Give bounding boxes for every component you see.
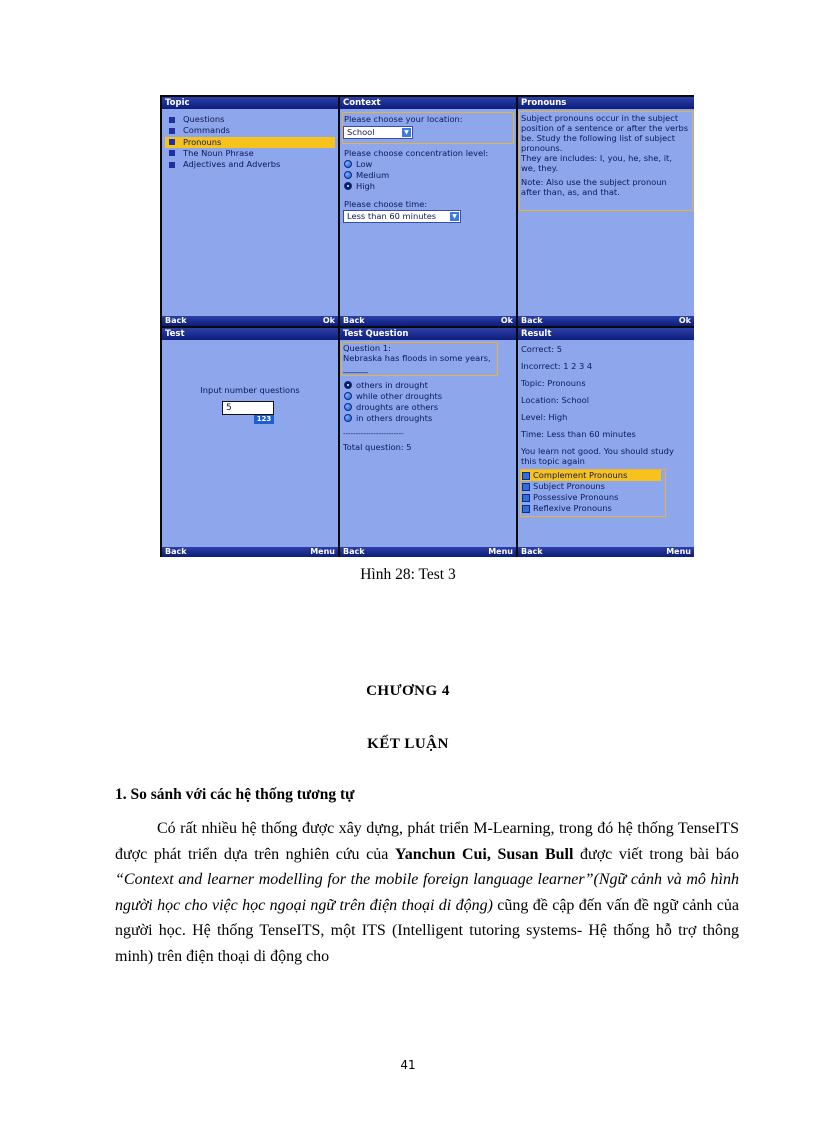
back-softkey[interactable]: Back (165, 316, 187, 325)
back-softkey[interactable]: Back (521, 316, 543, 325)
lesson-line: position of a sentence or after the verbs (521, 123, 689, 133)
answer-option[interactable]: others in drought (344, 380, 428, 390)
lesson-line: pronouns. (521, 143, 563, 153)
bullet-icon (169, 150, 175, 156)
lesson-line: Subject pronouns occur in the subject (521, 113, 679, 123)
body-paragraph: Có rất nhiều hệ thống được xây dựng, phát triển M-Learning, trong đó hệ thống TenseITS được phát triển dựa trên nghiên cứu của Yanchun Cui, Susan Bull được viết trong bài báo “Context and learner modelling for the mobile foreign language learner”(Ngữ cảnh và mô hình người học cho việc học ngoại ngữ trên điện thoại di động) cũng đề cập đến vấn đề ngữ cảnh của người học. Hệ thống TenseITS, một ITS (Intelligent tutoring systems- Hệ thống hỗ trợ thông minh) trên điện thoại di động cho (115, 820, 740, 965)
level-label: Please choose concentration level: (344, 148, 489, 158)
test-title: Test (162, 328, 338, 340)
test-question-screen (340, 328, 516, 557)
level-radio-high[interactable]: High (344, 181, 375, 191)
number-questions-label: Input number questions (200, 385, 300, 395)
recommended-topic[interactable]: Possessive Pronouns (521, 492, 618, 503)
softkey-bar (162, 316, 338, 326)
topic-item-pronouns[interactable]: Pronouns (165, 137, 335, 148)
softkey-bar (340, 547, 516, 557)
checkbox-icon (522, 505, 530, 513)
menu-softkey[interactable]: Menu (310, 547, 335, 556)
answer-option[interactable]: in others droughts (344, 413, 432, 423)
bullet-icon (169, 128, 175, 134)
total-questions: Total question: 5 (343, 442, 412, 452)
test-screen (162, 328, 338, 557)
question-number: Question 1: (343, 343, 391, 353)
result-time: Time: Less than 60 minutes (521, 429, 636, 439)
softkey-bar (340, 316, 516, 326)
result-screen (518, 328, 694, 557)
checkbox-icon (522, 472, 530, 480)
author-names: Yanchun Cui, Susan Bull (394, 845, 574, 863)
ok-softkey[interactable]: Ok (500, 316, 513, 325)
chevron-down-icon: ▼ (402, 128, 411, 137)
radio-icon (344, 403, 352, 411)
result-location: Location: School (521, 395, 590, 405)
lesson-line: we, they. (521, 163, 559, 173)
topic-item-noun-phrase[interactable]: The Noun Phrase (165, 148, 335, 159)
answer-option[interactable]: while other droughts (344, 391, 442, 401)
back-softkey[interactable]: Back (521, 547, 543, 556)
bullet-icon (169, 117, 175, 123)
chevron-down-icon: ▼ (450, 212, 459, 221)
test-question-title: Test Question (340, 328, 516, 340)
article-title: “Context and learner modelling for the mobile foreign language learner”(Ngữ cảnh và mô hình người học cho việc học ngoại ngữ trên điện thoại di động) (115, 871, 739, 914)
recommended-topic[interactable]: Reflexive Pronouns (521, 503, 612, 514)
lesson-line: after than, as, and that. (521, 187, 620, 197)
back-softkey[interactable]: Back (165, 547, 187, 556)
question-text: Nebraska has floods in some years, (343, 353, 491, 363)
pronouns-screen (518, 97, 694, 326)
softkey-bar (518, 547, 694, 557)
result-level: Level: High (521, 412, 568, 422)
input-mode-indicator: 123 (254, 415, 274, 424)
radio-icon (344, 160, 352, 168)
bullet-icon (169, 162, 175, 168)
back-softkey[interactable]: Back (343, 547, 365, 556)
topic-list (165, 114, 335, 170)
page-number: 41 (400, 1058, 416, 1072)
recommended-topic[interactable]: Complement Pronouns (521, 470, 661, 481)
level-radio-low[interactable]: Low (344, 159, 372, 169)
result-advice: this topic again (521, 456, 585, 466)
ok-softkey[interactable]: Ok (322, 316, 335, 325)
radio-selected-icon (344, 381, 352, 389)
figure-caption: Hình 28: Test 3 (360, 566, 456, 583)
softkey-bar (162, 547, 338, 557)
topic-item-questions[interactable]: Questions (165, 114, 335, 125)
answer-option[interactable]: droughts are others (344, 402, 438, 412)
pronouns-title: Pronouns (518, 97, 694, 109)
bullet-icon (169, 139, 175, 145)
recommended-topic[interactable]: Subject Pronouns (521, 481, 605, 492)
topic-title: Topic (162, 97, 338, 109)
topic-item-adjectives-adverbs[interactable]: Adjectives and Adverbs (165, 159, 335, 170)
question-blank: ______ (343, 363, 368, 373)
correct-answers: Correct: 5 (521, 344, 562, 354)
topic-item-commands[interactable]: Commands (165, 125, 335, 136)
result-title: Result (518, 328, 694, 340)
result-advice: You learn not good. You should study (521, 446, 674, 456)
lesson-line: be. Study the following list of subject (521, 133, 675, 143)
chapter-title: KẾT LUẬN (367, 736, 449, 752)
ok-softkey[interactable]: Ok (678, 316, 691, 325)
radio-icon (344, 414, 352, 422)
checkbox-icon (522, 494, 530, 502)
chapter-number: CHƯƠNG 4 (366, 683, 450, 699)
back-softkey[interactable]: Back (343, 316, 365, 325)
result-topic: Topic: Pronouns (521, 378, 586, 388)
level-radio-medium[interactable]: Medium (344, 170, 389, 180)
softkey-bar (518, 316, 694, 326)
menu-softkey[interactable]: Menu (488, 547, 513, 556)
time-select[interactable]: Less than 60 minutes ▼ (343, 210, 461, 223)
context-screen (340, 97, 516, 326)
topic-screen (162, 97, 338, 326)
lesson-line: Note: Also use the subject pronoun (521, 177, 667, 187)
section-heading: 1. So sánh với các hệ thống tương tự (115, 786, 355, 803)
time-label: Please choose time: (344, 199, 428, 209)
location-label: Please choose your location: (344, 114, 463, 124)
context-title: Context (340, 97, 516, 109)
number-questions-input[interactable]: 5 (222, 401, 274, 415)
radio-selected-icon (344, 182, 352, 190)
menu-softkey[interactable]: Menu (666, 547, 691, 556)
incorrect-answers: Incorrect: 1 2 3 4 (521, 361, 593, 371)
checkbox-icon (522, 483, 530, 491)
location-select[interactable]: School ▼ (343, 126, 413, 139)
radio-icon (344, 171, 352, 179)
lesson-line: They are includes: I, you, he, she, it, (521, 153, 672, 163)
figure-test-3 (160, 95, 694, 557)
separator: ------------------------ (343, 430, 404, 438)
radio-icon (344, 392, 352, 400)
